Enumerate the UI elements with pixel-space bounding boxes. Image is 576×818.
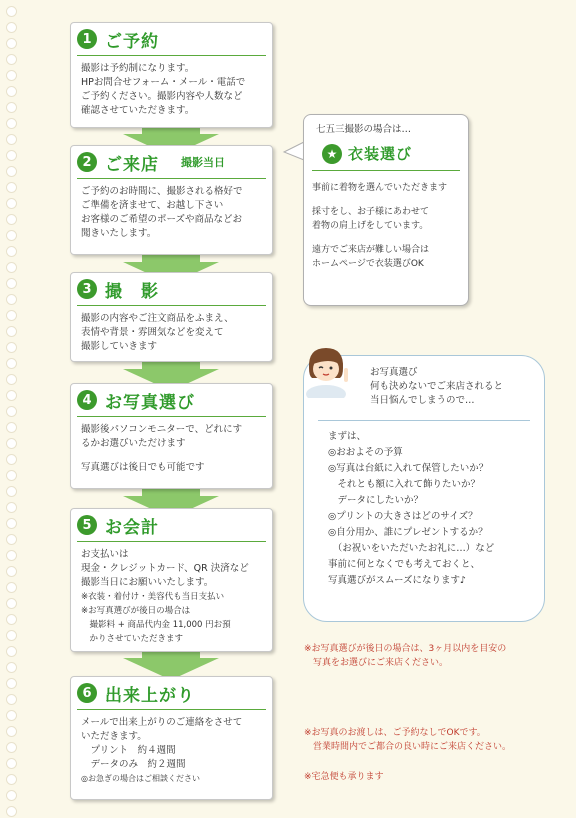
advice-intro-line: 何も決めないでご来店されると — [370, 381, 504, 392]
step-body — [71, 56, 272, 124]
costume-text-line: 遠方でご来店が難しい場合は — [312, 245, 430, 255]
binder-hole — [6, 790, 17, 801]
note-line: 写真をお選びにご来店ください。 — [304, 658, 449, 668]
binder-hole — [6, 710, 17, 721]
advice-line: ◎自分用か、誰にプレゼントするか？ — [328, 527, 488, 538]
note-delivery — [304, 770, 384, 784]
step-text-line: ご予約ください。撮影内容や人数など — [81, 91, 243, 102]
binder-hole — [6, 262, 17, 273]
costume-text-line: 採寸をし、お子様にあわせて — [312, 207, 430, 217]
binder-hole — [6, 230, 17, 241]
step-text-line: 撮影の内容やご注文商品をふまえ、 — [81, 313, 234, 324]
binder-hole — [6, 86, 17, 97]
advice-line: ◎プリントの大きさはどのサイズ？ — [328, 511, 478, 522]
note-line: ※お写真のお渡しは、ご予約なしでOKです。 — [304, 728, 486, 738]
binder-hole — [6, 422, 17, 433]
binder-hole — [6, 118, 17, 129]
binder-hole — [6, 294, 17, 305]
step-note-line: かりさせていただきます — [81, 634, 184, 644]
step-text-line: 現金・クレジットカード、QR 決済など — [81, 563, 249, 574]
spacer — [312, 195, 460, 205]
binder-hole — [6, 438, 17, 449]
binder-hole — [6, 406, 17, 417]
note-line: ※お写真選びが後日の場合は、3ヶ月以内を目安の — [304, 644, 507, 654]
step-text-line: お客様のご希望のポーズや商品などお — [81, 214, 243, 225]
binder-hole — [6, 598, 17, 609]
step-visit — [70, 145, 273, 255]
binder-hole — [6, 774, 17, 785]
note-line: 営業時間内でご都合の良い時にご来店ください。 — [304, 742, 512, 752]
binder-hole — [6, 646, 17, 657]
step-payment — [70, 508, 273, 652]
step-text-line: 確認させていただきます。 — [81, 105, 195, 116]
note-pickup — [304, 726, 511, 754]
step-header — [77, 273, 266, 306]
step-text-line: 表情や背景・雰囲気などを変えて — [81, 327, 224, 338]
step-body — [71, 179, 272, 247]
costume-body — [312, 170, 460, 271]
step-text-line: 撮影後パソコンモニターで、どれにす — [81, 424, 243, 435]
step-text-line: 撮影当日にお願いいたします。 — [81, 577, 214, 588]
advice-line: それとも額に入れて飾りたいか？ — [328, 479, 481, 490]
advice-line: ◎おおよその予算 — [328, 447, 403, 458]
step-body — [71, 417, 272, 481]
binder-hole — [6, 662, 17, 673]
binder-hole — [6, 214, 17, 225]
binder-hole — [6, 566, 17, 577]
binder-hole — [6, 102, 17, 113]
binder-hole — [6, 6, 17, 17]
costume-title: 衣装選び — [348, 145, 413, 163]
costume-intro: 七五三撮影の場合は… — [316, 124, 412, 135]
binder-hole — [6, 134, 17, 145]
step-title: 撮 影 — [105, 281, 159, 302]
binder-hole — [6, 470, 17, 481]
step-text-line: データのみ 約２週間 — [81, 759, 186, 770]
binder-hole — [6, 806, 17, 817]
step-text-line: お支払いは — [81, 549, 129, 560]
binder-hole — [6, 502, 17, 513]
binder-hole — [6, 198, 17, 209]
advice-line: 写真選びがスムーズになります♪ — [328, 575, 467, 586]
binder-hole — [6, 758, 17, 769]
binder-hole — [6, 678, 17, 689]
step-header — [77, 509, 266, 542]
binder-hole — [6, 70, 17, 81]
binder-hole — [6, 390, 17, 401]
staff-avatar-icon — [300, 342, 356, 398]
binder-hole — [6, 278, 17, 289]
step-subtitle: 撮影当日 — [181, 156, 225, 169]
binder-hole — [6, 38, 17, 49]
step-number-badge: 5 — [77, 515, 97, 535]
note-line: ※宅急便も承ります — [304, 772, 384, 782]
step-title: ご予約 — [105, 31, 159, 52]
step-number-badge: 3 — [77, 279, 97, 299]
note-later-selection — [304, 642, 506, 670]
advice-intro-line: お写真選び — [370, 367, 418, 378]
binder-hole — [6, 518, 17, 529]
advice-line: データにしたいか？ — [328, 495, 424, 506]
step-completion — [70, 676, 273, 800]
step-number-badge: 2 — [77, 152, 97, 172]
step-number-badge: 6 — [77, 683, 97, 703]
binder-hole — [6, 614, 17, 625]
advice-line: （お祝いをいただいたお礼に…）など — [328, 543, 495, 554]
step-note-line: ◎お急ぎの場合はご相談ください — [81, 774, 200, 783]
step-note-line: ※お写真選びが後日の場合は — [81, 606, 191, 616]
spacer — [312, 233, 460, 243]
binder-hole — [6, 486, 17, 497]
advice-intro-line: 当日悩んでしまうので… — [370, 395, 475, 406]
step-body — [71, 710, 272, 792]
advice-list — [304, 421, 544, 589]
step-header — [77, 384, 266, 417]
costume-header — [322, 143, 468, 164]
step-text-line: プリント 約４週間 — [81, 745, 176, 756]
step-text-line: 写真選びは後日でも可能です — [81, 462, 205, 473]
binder-hole — [6, 166, 17, 177]
step-header — [77, 146, 266, 179]
step-text-line: ご予約のお時間に、撮影される格好で — [81, 186, 243, 197]
costume-text-line: ホームページで衣装選びOK — [312, 259, 424, 269]
binder-hole — [6, 326, 17, 337]
binder-hole — [6, 534, 17, 545]
binder-hole — [6, 22, 17, 33]
step-number-badge: 1 — [77, 29, 97, 49]
advice-line: まずは、 — [328, 431, 367, 442]
step-reservation — [70, 22, 273, 128]
step-body — [71, 306, 272, 360]
binder-hole — [6, 694, 17, 705]
binder-hole — [6, 726, 17, 737]
binder-holes — [6, 0, 18, 818]
binder-hole — [6, 742, 17, 753]
costume-text-line: 着物の肩上げをしています。 — [312, 221, 429, 231]
binder-hole — [6, 454, 17, 465]
step-title: お写真選び — [105, 392, 195, 413]
step-title: ご来店 — [105, 154, 159, 175]
binder-hole — [6, 150, 17, 161]
binder-hole — [6, 358, 17, 369]
step-title: 出来上がり — [105, 685, 195, 706]
costume-text-line: 事前に着物を選んでいただきます — [312, 183, 448, 193]
step-header — [77, 677, 266, 710]
binder-hole — [6, 342, 17, 353]
step-text-line: 撮影していきます — [81, 341, 158, 352]
step-text-line: 撮影は予約制になります。 — [81, 63, 195, 74]
step-header — [77, 23, 266, 56]
binder-hole — [6, 310, 17, 321]
step-photo-selection — [70, 383, 273, 489]
binder-hole — [6, 630, 17, 641]
step-text-line: HPお問合せフォーム・メール・電話で — [81, 77, 246, 88]
step-body — [71, 542, 272, 652]
binder-hole — [6, 374, 17, 385]
advice-intro — [370, 366, 544, 408]
step-shooting — [70, 272, 273, 362]
binder-hole — [6, 550, 17, 561]
costume-selection-bubble — [303, 114, 469, 306]
step-note-line: 撮影料 + 商品代内金 11,000 円お預 — [81, 620, 231, 630]
step-text-line: るかお選びいただけます — [81, 438, 186, 449]
step-number-badge: 4 — [77, 390, 97, 410]
binder-hole — [6, 246, 17, 257]
advice-line: ◎写真は台紙に入れて保管したいか？ — [328, 463, 489, 474]
star-icon: ★ — [322, 144, 342, 164]
step-text-line: 聞きいたします。 — [81, 228, 157, 239]
step-text-line: メールで出来上がりのご連絡をさせて — [81, 717, 243, 728]
step-text-line: いただきます。 — [81, 731, 147, 742]
advice-line: 事前に何となくでも考えておくと、 — [328, 559, 481, 570]
binder-hole — [6, 582, 17, 593]
step-title: お会計 — [105, 517, 159, 538]
spacer — [81, 451, 264, 461]
binder-hole — [6, 182, 17, 193]
step-note-line: ※衣装・着付け・美容代も当日支払い — [81, 592, 225, 602]
binder-hole — [6, 54, 17, 65]
step-text-line: ご準備を済ませて、お越し下さい — [81, 200, 224, 211]
